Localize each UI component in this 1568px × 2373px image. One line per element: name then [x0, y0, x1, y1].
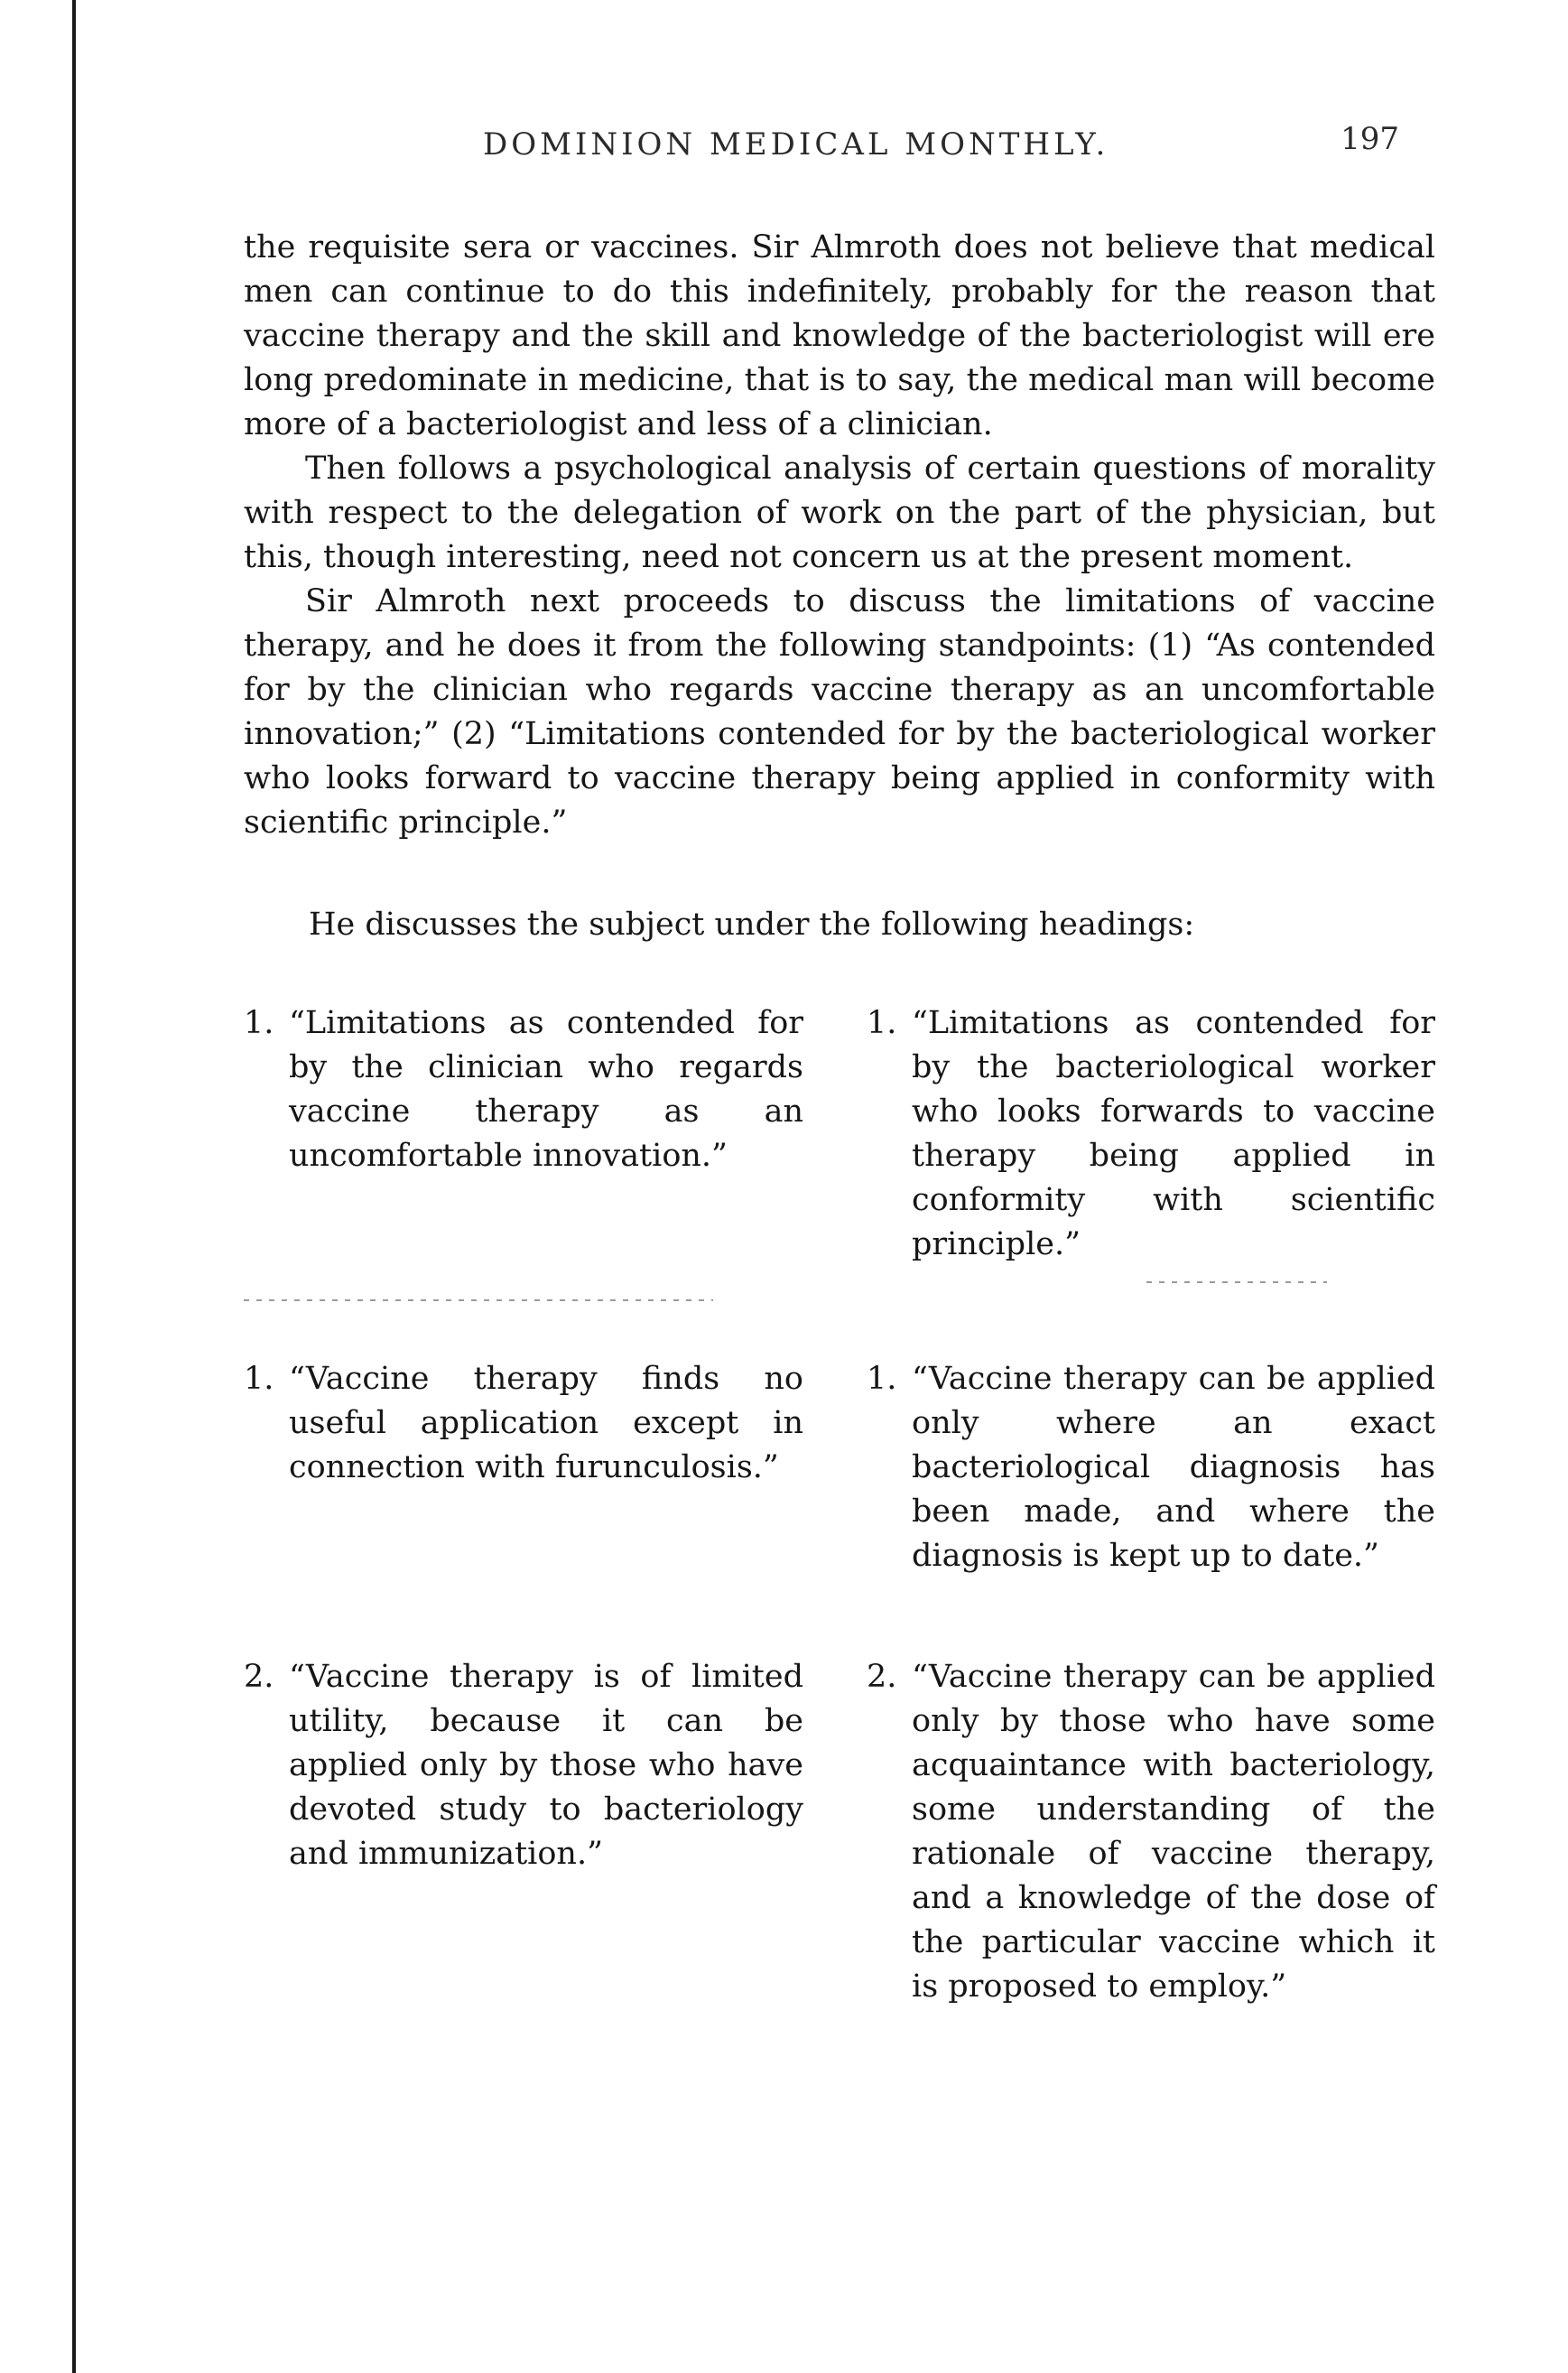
bacteriologist-item: [867, 1357, 1435, 1578]
section-divider-right: [1146, 1281, 1327, 1283]
paragraph: the requisite sera or vaccines. Sir Almroth does not believe that medical men can continue to do this indefinitely, probably for the reason that vaccine therapy and the skill and knowledge of the bacteriologist will ere long predominate in medicine, that is to say, the medical man will become more of a bacteriologist and less of a clinician.: [244, 229, 1435, 442]
item-number: 1.: [244, 1361, 274, 1397]
page: [244, 108, 1435, 2009]
running-head: [244, 108, 1435, 163]
body-text: [244, 226, 1435, 845]
bacteriologist-item: [867, 1001, 1435, 1267]
item-number: 2.: [244, 1659, 274, 1695]
item-text: “Vaccine therapy finds no useful application except in connection with furunculosis.”: [289, 1361, 803, 1485]
headings-intro: He discusses the subject under the following headings:: [309, 907, 1195, 943]
item-text: “Vaccine therapy can be applied only where an exact bacteriological diagnosis has been made, and where the diagnosis is kept up to date.”: [912, 1361, 1435, 1574]
comparison-row: [244, 1655, 1435, 2009]
item-text: “Limitations as contended for by the bacteriological worker who looks forwards to vaccine therapy being applied in conformity with scientific principle.”: [912, 1005, 1435, 1262]
item-number: 1.: [867, 1361, 897, 1397]
item-number: 1.: [867, 1005, 897, 1041]
running-title: DOMINION MEDICAL MONTHLY.: [483, 126, 1109, 163]
bacteriologist-item: [867, 1655, 1435, 2009]
clinician-item: [244, 1655, 803, 2009]
paragraph: Then follows a psychological analysis of certain questions of morality with respect to the delegation of work on the part of the physician, but this, though interesting, need not concern us at the present moment.: [244, 451, 1435, 575]
clinician-item: [244, 1001, 803, 1267]
item-number: 2.: [867, 1659, 897, 1695]
item-number: 1.: [244, 1005, 274, 1041]
clinician-item: [244, 1357, 803, 1578]
item-text: “Vaccine therapy is of limited utility, because it can be applied only by those who have devoted study to bacteriology and immunization.”: [289, 1659, 803, 1872]
comparison-row: [244, 1001, 1435, 1267]
section-divider-left: [244, 1299, 713, 1301]
page-number: 197: [1341, 121, 1399, 157]
item-text: “Limitations as contended for by the clinician who regards vaccine therapy as an uncomfortable innovation.”: [289, 1005, 803, 1174]
item-text: “Vaccine therapy can be applied only by those who have some acquaintance with bacteriology, some understanding of the rationale of vaccine therapy, and a knowledge of the dose of the particular vaccine which it is proposed to employ.”: [912, 1659, 1435, 2005]
paragraph: Sir Almroth next proceeds to discuss the limitations of vaccine therapy, and he does it from the following standpoints: (1) “As contended for by the clinician who regards vaccine therapy as an uncomfortable innovation;” (2) “Limitations contended for by the bacteriological worker who looks forward to vaccine therapy being applied in conformity with scientific principle.”: [244, 583, 1435, 841]
two-column-comparison: [244, 1001, 1435, 2009]
page-binding-edge: [72, 0, 76, 2373]
comparison-row: [244, 1357, 1435, 1578]
